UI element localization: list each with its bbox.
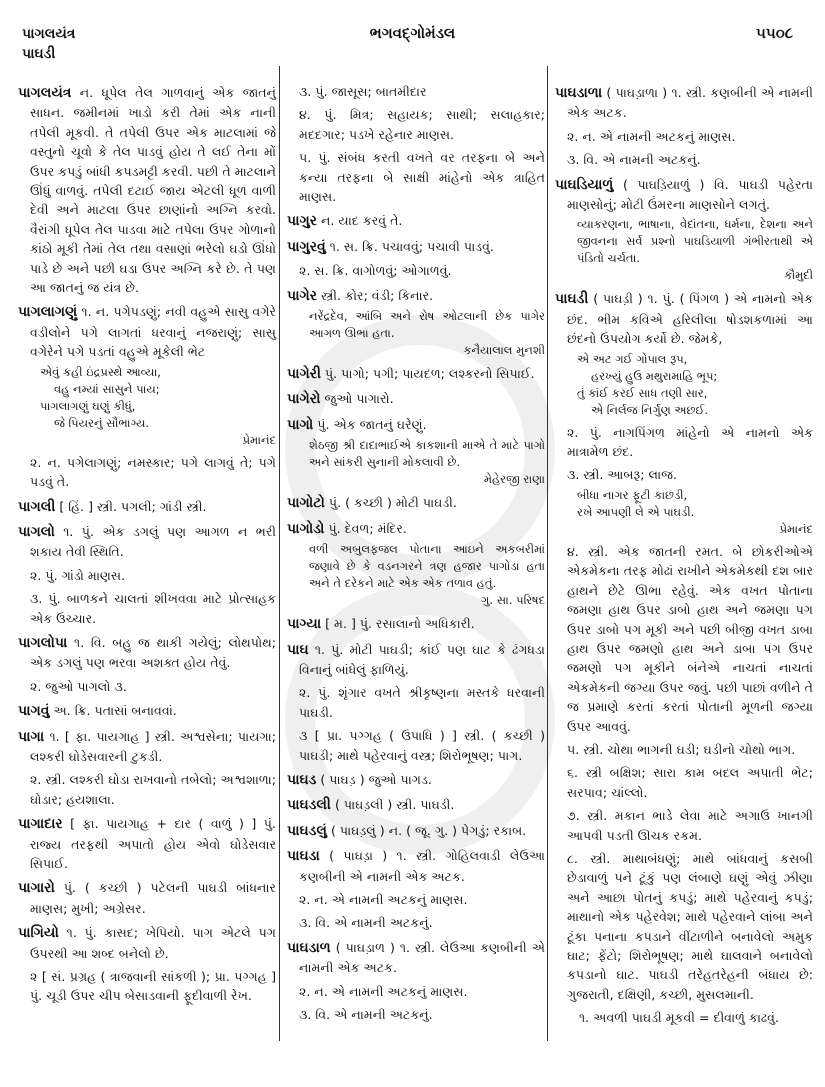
headword: પાગ્યા xyxy=(287,616,322,633)
dictionary-entry xyxy=(287,364,545,384)
quote-line: તું કાંઈ કરઈ સાધ તણી સાર, xyxy=(577,385,708,400)
sense-definition: ૩. પું. જાસૂસ; બાતમીદાર xyxy=(299,84,427,99)
quote-line: એ નિર્લજ નિર્ગુણ અછઈ. xyxy=(591,402,708,417)
dictionary-entry xyxy=(18,923,276,963)
sense-definition: ૮. સ્ત્રી. માથાબંધણું; માથે બાંધવાનું કસબી છેડાવાળું પને ટૂંકું પણ લંબાણે ઘણું એવું ઝીણા અને આછા પોતનું કપડું; માથે પહેરવાનું કપડું; માથાનો એક પહેરવેશ; માથે પહેરવાને લાંબા અને ટૂંકા પનાના કપડાને વીંટાળીને બનાવેલો અમુક ઘાટ; ફેંટો; શિરોભૂષણ; માથે ઘાલવાને બનાવેલો કપડાનો ઘાટ. પાઘડી તરેહતરેહની બંધાય છે: ગુજરાતી, દક્ષિણી, કચ્છી, મુસલમાની. xyxy=(567,850,813,1002)
quote-line: શેઠજી શ્રી દાદાભાઈએ કાકશાની માએ તે માટે પાગો અને સાંકરી સુનાની મોકલાવી છે. xyxy=(309,438,545,470)
sense-definition: ૨. સ. ક્રિ. વાગોળવું; ઓગાળવું. xyxy=(299,263,452,279)
quote-line: વ્યાકરણના, ભાષાના, વેદાંતના, ધર્મના, દેશના અને જીવનના સર્વ પ્રશ્નો પાઘડિયાળી ગંભીરતાથી એ પંડિતો ચર્ચતા. xyxy=(577,217,813,266)
definition: ૧. [ ફા. પાયગાહ ] સ્ત્રી. અશ્વસેના; પાયગા; લશ્કરી ઘોડેસવારની ટુકડી. xyxy=(30,728,276,764)
sense-definition: ૨. પું. શૃંગાર વખતે શ્રીકૃષ્ણના મસ્તકે ધરવાની પાઘડી. xyxy=(299,685,545,720)
definition: ૧. પું. મોટી પાઘડી; કાંઈ પણ ઘાટ કે ઢંગધડા વિનાનું બાંધેલું ફાળિયું. xyxy=(299,641,545,677)
definition: પું. ( કચ્છી ) મોટી પાઘડી. xyxy=(328,495,457,511)
book-title: ભગવદ્ગોમંડલ xyxy=(369,24,456,42)
quote-author: પ્રેમાનંદ xyxy=(779,521,813,536)
dictionary-entry xyxy=(287,389,545,409)
headword: પાગાદાર xyxy=(18,816,63,833)
dictionary-entry xyxy=(287,614,545,634)
dictionary-entry xyxy=(18,701,276,721)
headword: પાઘડિયાળું xyxy=(555,176,614,193)
dictionary-column-2 xyxy=(287,78,545,1024)
definition: ૧. પું. કાસદ; ખેપિયો. પાગ એટલે પગ ઉપરથી આ શબ્દ બનેલો છે. xyxy=(30,925,276,961)
quote-line: બીધા નાગર ફૂટી કાછડી, xyxy=(577,487,688,502)
quote-line: રખે આપણી લે એ પાઘડી. xyxy=(577,504,695,519)
sense-definition: ૩ [ પ્રા. પગ્ગહ ( ઉપાધિ ) ] સ્ત્રી. ( કચ્છી ) પાઘડી; માથે પહેરવાનું વસ્ત્ર; શિરોભૂષણ; પાગ. xyxy=(299,728,545,763)
definition: ( પાઘડ઼ા ) ૧. સ્ત્રી. ગોહિલવાડી લેઉઆ કણબીની એ નામની એક અટક. xyxy=(299,848,545,884)
citation-quote xyxy=(287,437,545,488)
definition: ( પાઘડ઼િયાળું ) વિ. પાઘડી પહેરતા માણસોનું; મોટી ઉંમરના માણસોને લગતું. xyxy=(567,176,813,213)
sense-definition: ૩. સ્ત્રી. આબરૂ; લાજ. xyxy=(567,467,678,483)
sense-definition: ૨. ન. એ નામની અટકનું માણસ. xyxy=(299,983,468,999)
definition: ૧. વિ. બહુ જ થાકી ગયેલું; લોથપોથ; એક ડગલું પણ ભરવા અશક્ત હોય તેવું. xyxy=(30,634,276,671)
sense-definition: ૨ [ સં. પ્રગ્રહ ( ત્રાજવાની સાંકળી ); પ્રા. પગ્ગહ ] પું. ચૂડી ઉપર ચીપ બેસાડવાની ફૂદીવાળી રેખ. xyxy=(30,969,276,1004)
definition: ૧. પું. એક ડગલું પણ આગળ ન ભરી શકાય તેવી સ્થિતિ. xyxy=(30,523,276,560)
headword: પાગલી xyxy=(18,498,56,515)
headword: પાઘડલું xyxy=(287,822,327,839)
definition: ( પાઘડ઼લી ) સ્ત્રી. પાઘડી. xyxy=(334,797,455,813)
sense-definition: ૭. સ્ત્રી. મકાન ભાડે લેવા માટે અગાઉ ખાનગી આપવી પડતી ઊચક રકમ. xyxy=(567,808,813,843)
dictionary-column-1 xyxy=(18,78,276,1006)
headword: પાઘ xyxy=(287,641,309,658)
headword: પાગો xyxy=(287,416,314,433)
sense-definition: ૩. વિ. એ નામની અટકનું. xyxy=(567,152,701,168)
idiom: ૧. અવળી પાઘડી મૂકવી = દીવાળું કાઢવું. xyxy=(579,1010,780,1026)
citation-quote xyxy=(287,308,545,359)
headword: પાગા xyxy=(18,728,45,745)
page-number: ૫૫૦૮ xyxy=(756,24,793,42)
headword: પાગારો xyxy=(18,880,55,897)
dictionary-entry xyxy=(18,633,276,673)
headword: પાગેરી xyxy=(287,366,321,383)
quote-line: એ અટ ગઈ ગોપાલ રૂપ, xyxy=(577,351,688,366)
headword: પાગેરો xyxy=(287,391,321,408)
sense-definition: ૩. પું. બાળકને ચાલતાં શીખવવા માટે પ્રોત્સાહક એક ઉચ્ચાર. xyxy=(30,591,276,626)
definition: ૧. ન. પગેપડણું; નવી વહુએ સાસુ વગેરે વડીલોને પગે લાગતાં ધરવાનું નજરાણું; સાસુ વગેરેને પગે પડતાં વહુએ મૂકેલી ભેટ xyxy=(30,304,276,360)
quote-line: વળી અબુલફજલ પોતાના આઇને અકબરીમાં જણાવે છે કે વડનગરને ત્રણ હજાર પાગોડા હતા અને તે દરેકને માટે એક એક તળાવ હતું. xyxy=(309,542,545,591)
headword: પાઘડા xyxy=(287,848,320,865)
sense-definition: ૫. સ્ત્રી. ચોથા ભાગની ઘડી; ઘડીનો ચોથો ભાગ. xyxy=(567,741,796,757)
headword: પાગોટો xyxy=(287,495,325,512)
sense-definition: ૨. ન. પગેલાગણું; નમસ્કાર; પગે લાગવું તે; પગે પડવું તે. xyxy=(30,454,276,490)
headword: પાઘડ xyxy=(287,771,317,788)
headword: પાઘડાળ xyxy=(287,939,331,956)
definition: ન. ધૂપેલ તેલ ગાળવાનું એક જાતનું સાધન. જમીનમાં ખાડો કરી તેમાં એક નાની તપેલી મૂકવી. તે તપેલી ઉપર એક માટલામાં જે વસ્તુનો ચૂવો કે તેલ પાડવું હોય તે લઈ તેના મોં ઉપર કપડું બાંધી કપડમટ્ટી કરવી. પછી તે માટલાને ઊંધું વાળવું. તપેલી દટાઈ જાય એટલી ધૂળ વાળી દેવી અને માટલા ઉપર છાણાંનો અગ્નિ કરવો. વૈરાંગી ધૂપેલ તેલ પાડવા માટે તપેલા ઉપર ગોળાનો કાંઠો મૂકી તેમાં તેલ તથા વસાણાં ભરેલો ઘડો ઊંધો પાડે છે અને પછી ઘડા ઉપર અગ્નિ કરે છે. તે પણ આ જાતનું જ યંત્ર છે. xyxy=(30,85,276,296)
dictionary-entry xyxy=(555,83,813,123)
dictionary-entry xyxy=(287,493,545,513)
dictionary-entry xyxy=(555,289,813,348)
column-divider xyxy=(547,66,548,1041)
dictionary-entry xyxy=(555,175,813,215)
definition: ( પાઘડ઼ાળા ) ૧. સ્ત્રી. કણબીની એ નામની એક અટક. xyxy=(567,85,814,121)
dictionary-entry xyxy=(287,519,545,539)
headword: પાગેર xyxy=(287,287,317,304)
sense-definition: ૫. પું. સંબંધ કરતી વખતે વર તરફના બે અને કન્યા તરફના બે સાક્ષી માંહેનો એક ત્રાહિત માણસ. xyxy=(299,150,545,205)
definition: પું. દેવળ; મંદિર. xyxy=(328,520,407,536)
definition: ૧. સ. ક્રિ. પચાવવું; પચાવી પાડવું. xyxy=(329,238,494,254)
dictionary-entry xyxy=(287,846,545,886)
definition: પું. ( કચ્છી ) પટેલની પાઘડી બાંધનાર માણસ; મુખી; અગ્રેસર. xyxy=(30,880,276,916)
definition: પું. પાગો; પગી; પાયદળ; લશ્કરનો સિપાઈ. xyxy=(325,366,535,382)
quote-author: ગુ. સા. પરિષદ xyxy=(480,593,545,608)
dictionary-entry xyxy=(287,770,545,790)
definition: પું. એક જાતનું ઘરેણું. xyxy=(317,416,427,432)
headword: પાઘડલી xyxy=(287,797,331,814)
definition: [ ફા. પાયગાહ + દાર ( વાળું ) ] પું. રાજ્ય તરફથી અપાતો હોય એવો ઘોડેસવાર સિપાઈ. xyxy=(30,816,276,871)
guide-word-first: પાગલયંત્ર xyxy=(22,26,76,42)
dictionary-entry xyxy=(287,821,545,841)
sense-definition: ૨. ન. એ નામની અટકનું માણસ. xyxy=(299,891,468,907)
quote-line: હરખ્યું હુઉ મથુરામાહિ ભૂપ; xyxy=(591,368,718,383)
quote-author: કૌમુદી xyxy=(784,268,813,283)
quote-line: એવું કહી ઇંદ્રપ્રસ્થે આવ્યા, xyxy=(40,364,161,379)
headword: પાગલો xyxy=(18,523,55,540)
sense-definition: ૩. વિ. એ નામની અટકનું. xyxy=(299,1007,433,1022)
quote-line: જે પિયરનું સૌભાગ્ય. xyxy=(54,415,150,430)
definition: ( પાઘડ઼લું ) ન. ( જૂ. ગુ. ) પેગડું; રકાબ. xyxy=(330,822,527,838)
dictionary-entry xyxy=(18,522,276,562)
headword: પાગુરવું xyxy=(287,238,326,255)
dictionary-entry xyxy=(18,814,276,873)
definition: ( પાઘડ઼ી ) ૧. પું. ( પિંગળ ) એ નામનો એક છંદ. ભીમ કવિએ હરિલીલા ષોડશકળામાં આ છંદનો ઉપયોગ કર્યો છે. જેમકે, xyxy=(567,291,813,347)
definition: સ્ત્રી. કોર; વંડી; કિનાર. xyxy=(321,287,434,303)
definition: [ મ. ] પું. રસાલાનો અધિકારી. xyxy=(325,616,475,632)
sense-definition: ૨. પું. નાગપિંગળ માંહેનો એ નામનો એક માત્રામેળ છંદ. xyxy=(567,424,813,460)
quote-line: વહુ નમ્યાં સાસુને પાય; xyxy=(54,381,160,396)
guide-word-last: પાઘડી xyxy=(22,46,56,62)
citation-quote xyxy=(287,541,545,609)
sense-definition: ૬. સ્ત્રી બક્ષિશ; સારા કામ બદલ અપાતી ભેટ; સરપાવ; ચાંલ્લો. xyxy=(567,765,813,800)
dictionary-entry xyxy=(287,211,545,231)
dictionary-entry xyxy=(287,938,545,978)
citation-quote xyxy=(555,351,813,419)
dictionary-entry xyxy=(287,795,545,815)
headword: પાગલયંત્ર xyxy=(18,85,72,101)
headword: પાગલાગણું xyxy=(18,304,78,321)
dictionary-entry xyxy=(287,286,545,306)
definition: જુઓ પાગારો. xyxy=(324,391,394,407)
definition: અ. ક્રિ. પતાસાં બનાવવાં. xyxy=(53,703,177,719)
column-divider xyxy=(279,66,280,1041)
headword: પાગુર xyxy=(287,213,317,230)
definition: ( પાઘડ઼ ) જુઓ પાગડ. xyxy=(320,771,432,787)
headword: પાગિયો xyxy=(18,925,59,942)
definition: ( પાઘડ઼ાળ ) ૧. સ્ત્રી. લેઉઆ કણબીની એ નામની એક અટક. xyxy=(299,939,545,976)
dictionary-entry xyxy=(287,237,545,257)
dictionary-entry xyxy=(287,640,545,680)
dictionary-entry xyxy=(18,497,276,517)
quote-author: કનૈયાલાલ મુનશી xyxy=(463,343,545,358)
headword: પાઘડાળા xyxy=(555,85,603,101)
definition: [ હિં. ] સ્ત્રી. પગલી; ગાંડી સ્ત્રી. xyxy=(59,498,207,514)
sense-definition: ૨. સ્ત્રી. લશ્કરી ઘોડા રાખવાનો તબેલો; અશ્વશાળા; ઘોડાર; હયશાલા. xyxy=(30,772,276,807)
sense-definition: ૨. જુઓ પાગલો ૩. xyxy=(30,678,127,694)
dictionary-entry xyxy=(287,415,545,435)
dictionary-column-3 xyxy=(555,78,813,1028)
quote-line: પાગલાગણું ઘણું કીધું, xyxy=(40,398,136,413)
definition: ન. યાદ કરવું તે. xyxy=(321,213,403,229)
quote-line: નરેંદ્રદેવ, આંબિ અને રોષ ઓટલાની છેક પાગેર આગળ ઊભા હતા. xyxy=(309,309,545,341)
dictionary-entry xyxy=(18,878,276,918)
headword: પાઘડી xyxy=(555,291,589,308)
sense-definition: ૪. સ્ત્રી. એક જાતની રમત. બે છોકરીઓએ એકમેકના તરફ મોઢાં રાખીને એકમેકથી દશ બાર હાથને છેટે ઊભા રહેવું. એક વખત પોતાના જમણા હાથ ઉપર ડાબો હાથ અને જમણા પગ ઉપર ડાબો પગ મૂકી અને પછી બીજી વખત ડાબા હાથ ઉપર જમણો હાથ અને ડાબા પગ ઉપર જમણો પગ મૂકીને બંનેએ નાચતાં નાચતાં એકમેકની જગ્યા ઉપર જવું. પછી પાછાં વળીને તે જ પ્રમાણે કરતાં કરતાં પોતાની મૂળની જગ્યા ઉપર આવવું. xyxy=(567,543,813,734)
dictionary-entry xyxy=(18,727,276,767)
headword: પાગવું xyxy=(18,703,50,720)
sense-definition: ૪. પું. મિત્ર; સહાયક; સાથી; સલાહકાર; મદદગાર; પડખે રહેનાર માણસ. xyxy=(299,107,545,142)
dictionary-entry xyxy=(18,83,276,297)
headword: પાગલોપા xyxy=(18,634,68,651)
sense-definition: ૩. વિ. એ નામની અટકનું. xyxy=(299,915,433,931)
sense-definition: ૨. ન. એ નામની અટકનું માણસ. xyxy=(567,128,736,144)
citation-quote xyxy=(555,216,813,284)
quote-author: મેહેરજી રાણા xyxy=(483,472,545,487)
quote-author: પ્રેમાનંદ xyxy=(242,432,276,447)
citation-quote xyxy=(18,364,276,449)
sense-definition: ૨. પું. ગાંડો માણસ. xyxy=(30,567,126,583)
dictionary-entry xyxy=(18,302,276,361)
headword: પાગોડો xyxy=(287,520,325,537)
citation-quote xyxy=(555,487,813,538)
